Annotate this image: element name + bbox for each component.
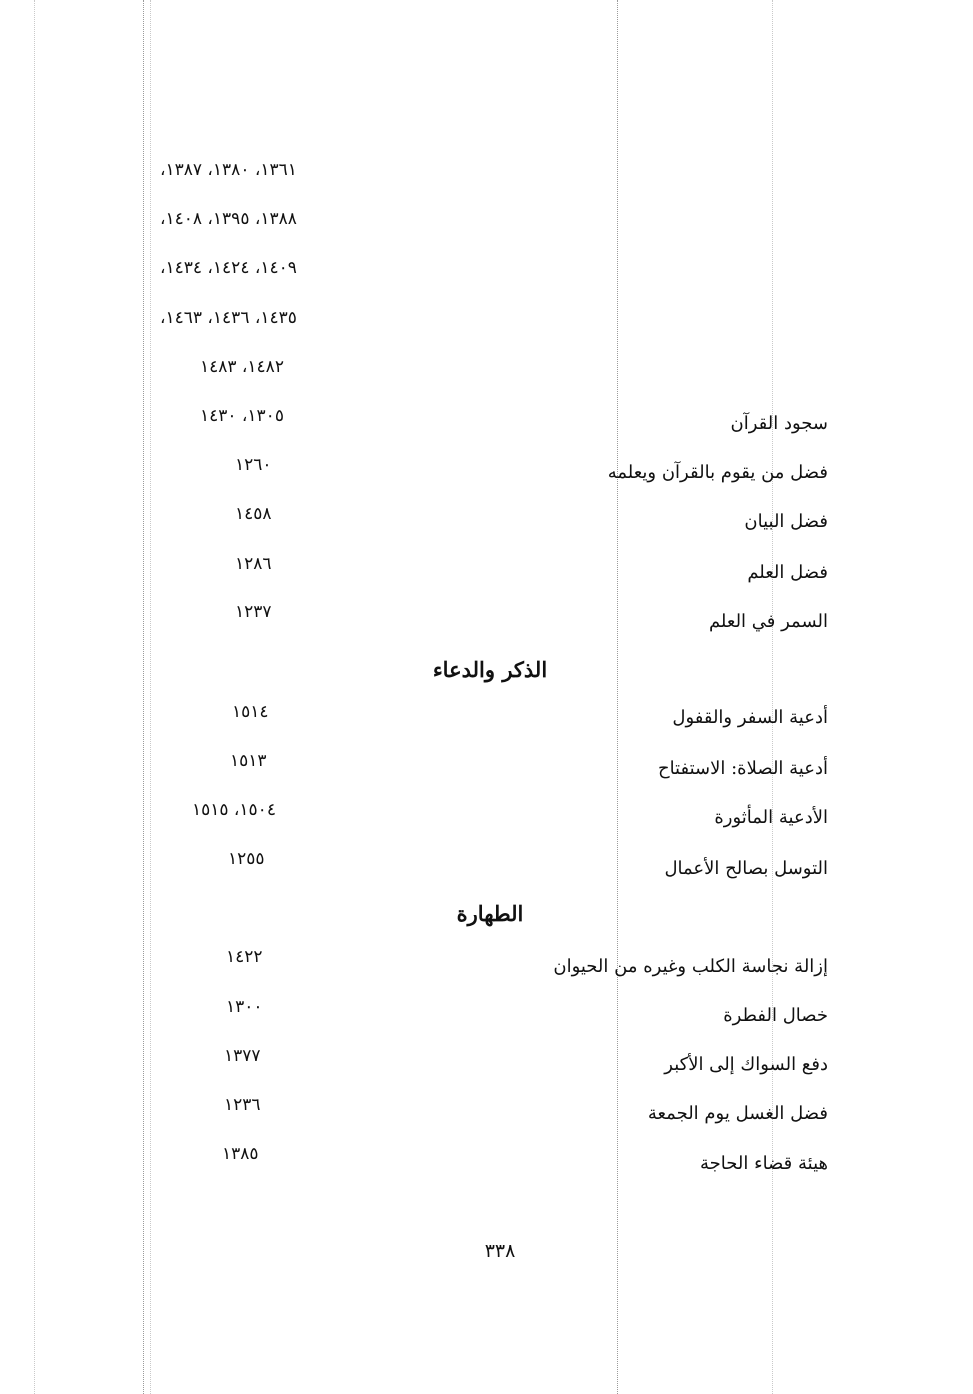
continued-refs: ١٣٨٨، ١٣٩٥، ١٤٠٨، xyxy=(160,209,297,229)
index-entry-title: الأدعية المأثورة xyxy=(714,807,828,828)
index-entry-refs: ١٥١٣ xyxy=(230,751,267,771)
index-entry-title: أدعية الصلاة: الاستفتاح xyxy=(657,758,828,779)
page-number: ٣٣٨ xyxy=(484,1240,516,1262)
scan-guide-line xyxy=(143,0,144,1394)
scan-guide-line xyxy=(772,0,773,1394)
index-entry-title: إزالة نجاسة الكلب وغيره من الحيوان xyxy=(553,956,828,977)
index-entry-refs: ١٤٢٢ xyxy=(226,947,263,967)
index-entry-refs: ١٤٥٨ xyxy=(235,504,272,524)
index-entry-refs: ١٢٦٠ xyxy=(235,455,272,475)
index-entry-title: سجود القرآن xyxy=(730,413,828,434)
index-entry-title: هيئة قضاء الحاجة xyxy=(700,1153,828,1174)
index-entry-title: فضل من يقوم بالقرآن ويعلمه xyxy=(607,462,828,483)
index-entry-title: فضل الغسل يوم الجمعة xyxy=(647,1103,828,1124)
index-entry-refs: ١٢٣٦ xyxy=(224,1095,261,1115)
index-entry-refs: ١٣٠٥، ١٤٣٠ xyxy=(200,406,284,426)
continued-refs: ١٤٨٢، ١٤٨٣ xyxy=(200,357,284,377)
index-entry-refs: ١٣٧٧ xyxy=(224,1046,261,1066)
index-entry-refs: ١٢٥٥ xyxy=(228,849,265,869)
index-entry-title: دفع السواك إلى الأكبر xyxy=(664,1054,828,1075)
section-heading-dhikr: الذكر والدعاء xyxy=(432,657,548,682)
index-entry-title: السمر في العلم xyxy=(708,611,828,632)
scan-guide-line xyxy=(34,0,35,1394)
column-divider-line xyxy=(617,0,618,1394)
index-entry-title: التوسل بصالح الأعمال xyxy=(664,858,828,879)
index-entry-title: خصال الفطرة xyxy=(723,1005,828,1026)
index-entry-refs: ١٣٠٠ xyxy=(226,997,263,1017)
scan-guide-line xyxy=(150,0,151,1394)
continued-refs: ١٤٣٥، ١٤٣٦، ١٤٦٣، xyxy=(160,308,297,328)
index-entry-title: فضل البيان xyxy=(744,511,828,532)
index-entry-refs: ١٢٣٧ xyxy=(235,602,272,622)
index-entry-refs: ١٥١٤ xyxy=(232,702,269,722)
index-entry-title: فضل العلم xyxy=(747,562,828,583)
index-entry-refs: ١٣٨٥ xyxy=(222,1144,259,1164)
section-heading-tahara: الطهارة xyxy=(456,901,524,926)
index-entry-refs: ١٥٠٤، ١٥١٥ xyxy=(192,800,276,820)
continued-refs: ١٤٠٩، ١٤٢٤، ١٤٣٤، xyxy=(160,258,297,278)
index-entry-title: أدعية السفر والقفول xyxy=(672,707,828,728)
continued-refs: ١٣٦١، ١٣٨٠، ١٣٨٧، xyxy=(160,160,297,180)
index-entry-refs: ١٢٨٦ xyxy=(235,554,272,574)
